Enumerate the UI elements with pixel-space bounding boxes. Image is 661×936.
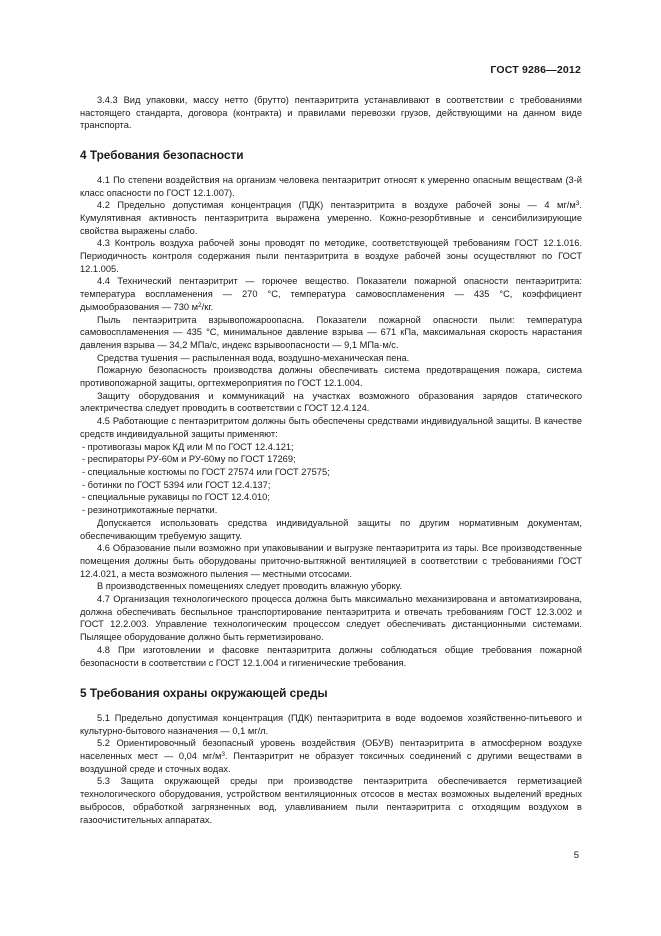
document-header: ГОСТ 9286—2012 [490, 64, 581, 76]
p44-superscript: 2 [198, 301, 202, 309]
paragraph-4-4-fire-safety: Пожарную безопасность производства должны обеспечивать система предотвращения пожара, система противопожарной защиты, оргтехмероприятия по ГОСТ 12.1.004. [80, 365, 582, 389]
paragraph-4-2 [80, 199, 582, 237]
list-item: - респираторы РУ-60м и РУ-60му по ГОСТ 17269; [82, 454, 296, 465]
list-item: - противогазы марок КД или М по ГОСТ 12.4.121; [82, 441, 294, 452]
paragraph-4-4-extinguish: Средства тушения — распыленная вода, воздушно-механическая пена. [97, 352, 410, 363]
ppe-list [80, 441, 582, 517]
list-item: - ботинки по ГОСТ 5394 или ГОСТ 12.4.137; [82, 479, 271, 490]
paragraph-5-1: 5.1 Предельно допустимая концентрация (ПДК) пентаэритрита в воде водоемов хозяйственно-питьевого и культурно-бытового назначения — 0,1 мг/л. [80, 712, 582, 736]
list-item: - резинотрикотажные перчатки. [82, 505, 218, 516]
list-item: - специальные костюмы по ГОСТ 27574 или ГОСТ 27575; [82, 466, 330, 477]
section-4-heading [80, 149, 582, 162]
paragraph-4-5-allowance: Допускается использовать средства индивидуальной защиты по другим нормативным документам, обеспечивающим требуемую защиту. [80, 517, 582, 541]
p44-text-b: /кг. [201, 301, 214, 312]
paragraph-4-7: 4.7 Организация технологического процесса должна быть максимально механизирована и автоматизирована, должна обеспечивать беспыльное транспортирование пентаэритрита и отвечать требованиям ГОСТ 12.3.002 и ГОСТ 12.2.003. Управление технологическим процессом следует обеспечивать дистанционными системами. Пылящее оборудование должно быть герметизировано. [80, 594, 582, 643]
paragraph-4-5: 4.5 Работающие с пентаэритритом должны быть обеспечены средствами индивидуальной защиты. В качестве средств индивидуальной защиты применяют: [80, 416, 582, 439]
p52-text-a: 5.2 Ориентировочный безопасный уровень воздействия (ОБУВ) пентаэритрита в атмосферном воздухе населенных мест — 0,04 мг/м [80, 738, 582, 762]
paragraph-5-2 [80, 737, 582, 775]
paragraph-4-1: 4.1 По степени воздействия на организм человека пентаэритрит относят к умеренно опасным веществам (3-й класс опасности по ГОСТ 12.1.007). [80, 174, 582, 198]
paragraph-4-6-wet-cleaning: В производственных помещениях следует проводить влажную уборку. [97, 581, 402, 592]
section-5-title: 5 Требования охраны окружающей среды [80, 686, 328, 701]
paragraph-4-6: 4.6 Образование пыли возможно при упаковывании и выгрузке пентаэритрита из тары. Все производственные помещения должны быть оборудованы приточно-вытяжной вентиляцией в соответствии с требованиями ГОСТ 12.4.021, а места возможного пыления — местными отсосами. [80, 543, 582, 579]
paragraph-3-4-3: 3.4.3 Вид упаковки, массу нетто (брутто) пентаэритрита устанавливают в соответствии с требованиями настоящего стандарта, договора (контракта) и правилами перевозки грузов, действующими на данном виде транспорта. [80, 95, 582, 131]
document-body [80, 94, 582, 826]
section-5-heading [80, 687, 582, 700]
paragraph-4-3: 4.3 Контроль воздуха рабочей зоны проводят по методике, соответствующей требованиям ГОСТ 12.1.016. Периодичность контроля содержания пыли пентаэритрита в воздухе рабочей зоны осуществляют по ГОСТ 12.1.005. [80, 238, 582, 274]
p52-superscript: 3 [221, 751, 225, 759]
paragraph-4-4-static: Защиту оборудования и коммуникаций на участках возможного образования зарядов статического электричества следует проводить в соответствии с ГОСТ 12.4.124. [80, 390, 582, 414]
p52-text-b: . Пентаэритрит не образует токсичных соединений с другими веществами в воздушной среде и сточных водах. [80, 751, 582, 774]
paragraph-4-4 [80, 275, 582, 313]
p44-text-a: 4.4 Технический пентаэритрит — горючее вещество. Показатели пожарной опасности пентаэритрита: температура воспламенения — 270 °С, температура самовоспламенения — 435 °С, коэффициент дымообразования — 730 м [80, 276, 582, 312]
paragraph-4-8: 4.8 При изготовлении и фасовке пентаэритрита должны соблюдаться общие требования пожарной безопасности в соответствии с ГОСТ 12.1.004 и гигиенические требования. [80, 644, 582, 668]
p42-superscript: 3 [575, 200, 580, 208]
section-4-title: 4 Требования безопасности [80, 148, 244, 163]
p42-text-a: 4.2 Предельно допустимая концентрация (ПДК) пентаэритрита в воздухе рабочей зоны — 4 мг/м [97, 200, 576, 211]
paragraph-4-4-dust: Пыль пентаэритрита взрывопожароопасна. Показатели пожарной опасности пыли: температура самовоспламенения — 435 °С, минимальное давление взрыва — 671 кПа, максимальная скорость нарастания давления взрыва — 34,2 МПа/с, индекс взрывоопасности — 9,1 МПа·м/с. [80, 314, 582, 350]
p42-text-b: . Кумулятивная активность пентаэритрита выражена умеренно. Кожно-резорбтивные и сенсибилизирующие свойства выражены слабо. [80, 200, 582, 236]
paragraph-5-3: 5.3 Защита окружающей среды при производстве пентаэритрита обеспечивается герметизацией технологического оборудования, устройством вентиляционных отсосов в местах возможных выделений вредных выбросов, обработкой загрязненных вод, улавливанием пыли пентаэритрита с отходящим воздухом в газоочистительных аппаратах. [80, 776, 582, 825]
page-number: 5 [573, 850, 579, 861]
list-item: - специальные рукавицы по ГОСТ 12.4.010; [82, 492, 270, 503]
